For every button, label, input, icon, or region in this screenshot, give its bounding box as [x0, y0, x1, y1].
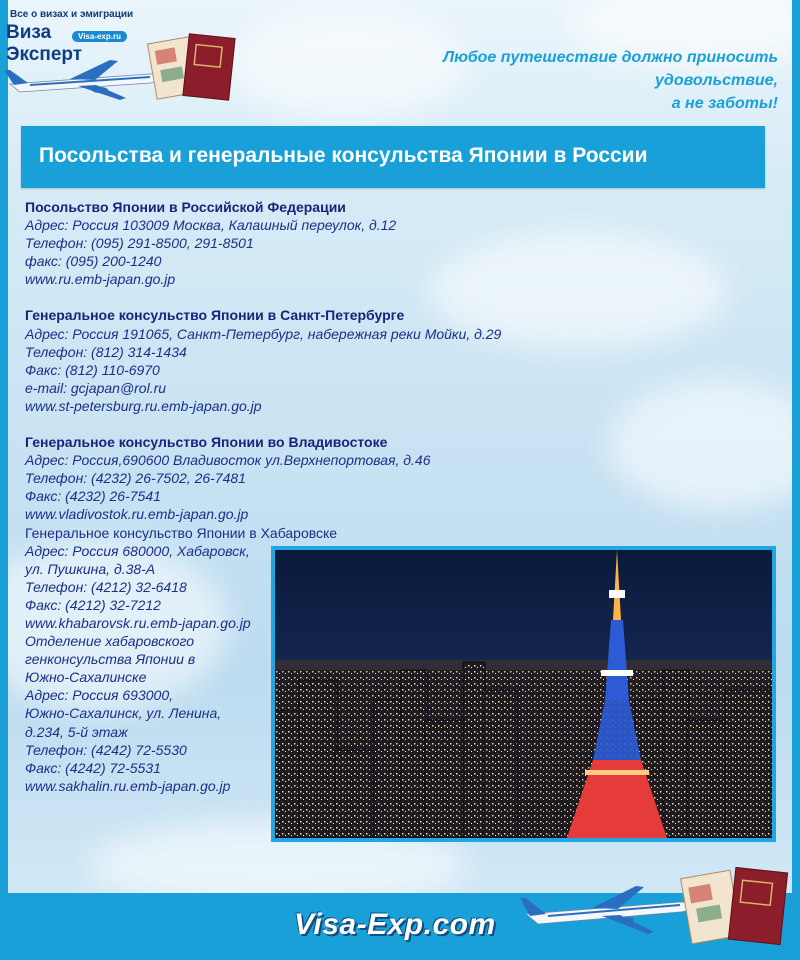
fax-line: Факс: (4242) 72-5531: [25, 759, 161, 776]
website-link[interactable]: www.vladivostok.ru.emb-japan.go.jp: [25, 506, 249, 523]
branch-heading-line: Отделение хабаровского: [25, 633, 195, 650]
airplane-icon: [4, 60, 162, 100]
logo-text-line1[interactable]: Виза: [6, 22, 52, 43]
address-line: Адрес: Россия 103009 Москва, Калашный переулок, д.12: [25, 217, 397, 234]
passport-icon: [681, 867, 788, 944]
address-line: Адрес: Россия 680000, Хабаровск,: [25, 542, 250, 559]
website-link[interactable]: www.st-petersburg.ru.emb-japan.go.jp: [25, 397, 262, 414]
slogan: [318, 46, 778, 115]
email-link[interactable]: e-mail: gcjapan@rol.ru: [25, 379, 167, 396]
header-caption: Все о визах и эмиграции: [10, 9, 134, 20]
spacer: [25, 415, 545, 433]
address-line: Адрес: Россия,690600 Владивосток ул.Верхнепортовая, д.46: [25, 452, 431, 469]
section-heading: Генеральное консульство Японии во Владивостоке: [25, 434, 388, 451]
spacer: [25, 288, 545, 306]
slogan-line1: Любое путешествие должно приносить удовольствие,: [443, 49, 778, 89]
website-link[interactable]: www.khabarovsk.ru.emb-japan.go.jp: [25, 614, 251, 631]
logo-site-badge[interactable]: Visa-exp.ru: [72, 31, 127, 42]
section-vladivostok: [25, 433, 545, 523]
header-airplane-passport-illustration: [0, 30, 250, 114]
phone-line: Телефон: (4212) 32-6418: [25, 578, 187, 595]
section-moscow: [25, 198, 545, 288]
fax-line: Факс: (4212) 32-7212: [25, 596, 161, 613]
logo-text-line2[interactable]: Эксперт: [6, 44, 83, 65]
phone-line: Телефон: (4232) 26-7502, 26-7481: [25, 470, 246, 487]
address-line: Адрес: Россия 693000,: [25, 687, 173, 704]
fax-line: факс: (095) 200-1240: [25, 253, 162, 270]
section-heading: Генеральное консульство Японии в Хабаровске: [25, 524, 338, 541]
phone-line: Телефон: (812) 314-1434: [25, 343, 187, 360]
title-bar: [21, 126, 765, 188]
page-title: Посольства и генеральные консульства Японии в России: [39, 144, 648, 167]
branch-heading-line: генконсульства Японии в: [25, 651, 196, 668]
phone-line: Телефон: (4242) 72-5530: [25, 741, 187, 758]
airplane-icon: [520, 886, 692, 934]
city-skyline-illustration: [275, 550, 772, 838]
address-line: Южно-Сахалинск, ул. Ленина,: [25, 705, 222, 722]
address-line: д.234, 5-й этаж: [25, 723, 128, 740]
phone-line: Телефон: (095) 291-8500, 291-8501: [25, 235, 254, 252]
fax-line: Факс: (4232) 26-7541: [25, 488, 161, 505]
address-line: Адрес: Россия 191065, Санкт-Петербург, набережная реки Мойки, д.29: [25, 325, 502, 342]
section-heading: Генеральное консульство Японии в Санкт-Петербурге: [25, 307, 405, 324]
website-link[interactable]: www.sakhalin.ru.emb-japan.go.jp: [25, 777, 231, 794]
footer-airplane-passport-illustration: [520, 856, 800, 960]
website-link[interactable]: www.ru.emb-japan.go.jp: [25, 271, 176, 288]
branch-heading-line: Южно-Сахалинске: [25, 669, 147, 686]
footer-logo[interactable]: Visa-Exp.com: [294, 908, 496, 941]
fax-line: Факс: (812) 110-6970: [25, 361, 160, 378]
passport-icon: [147, 34, 235, 100]
tokyo-tower-night-photo: [271, 546, 776, 842]
slogan-line2: а не заботы!: [671, 95, 778, 112]
address-line: ул. Пушкина, д.38-А: [25, 560, 156, 577]
section-st-petersburg: [25, 306, 545, 415]
section-heading: Посольство Японии в Российской Федерации: [25, 199, 346, 215]
